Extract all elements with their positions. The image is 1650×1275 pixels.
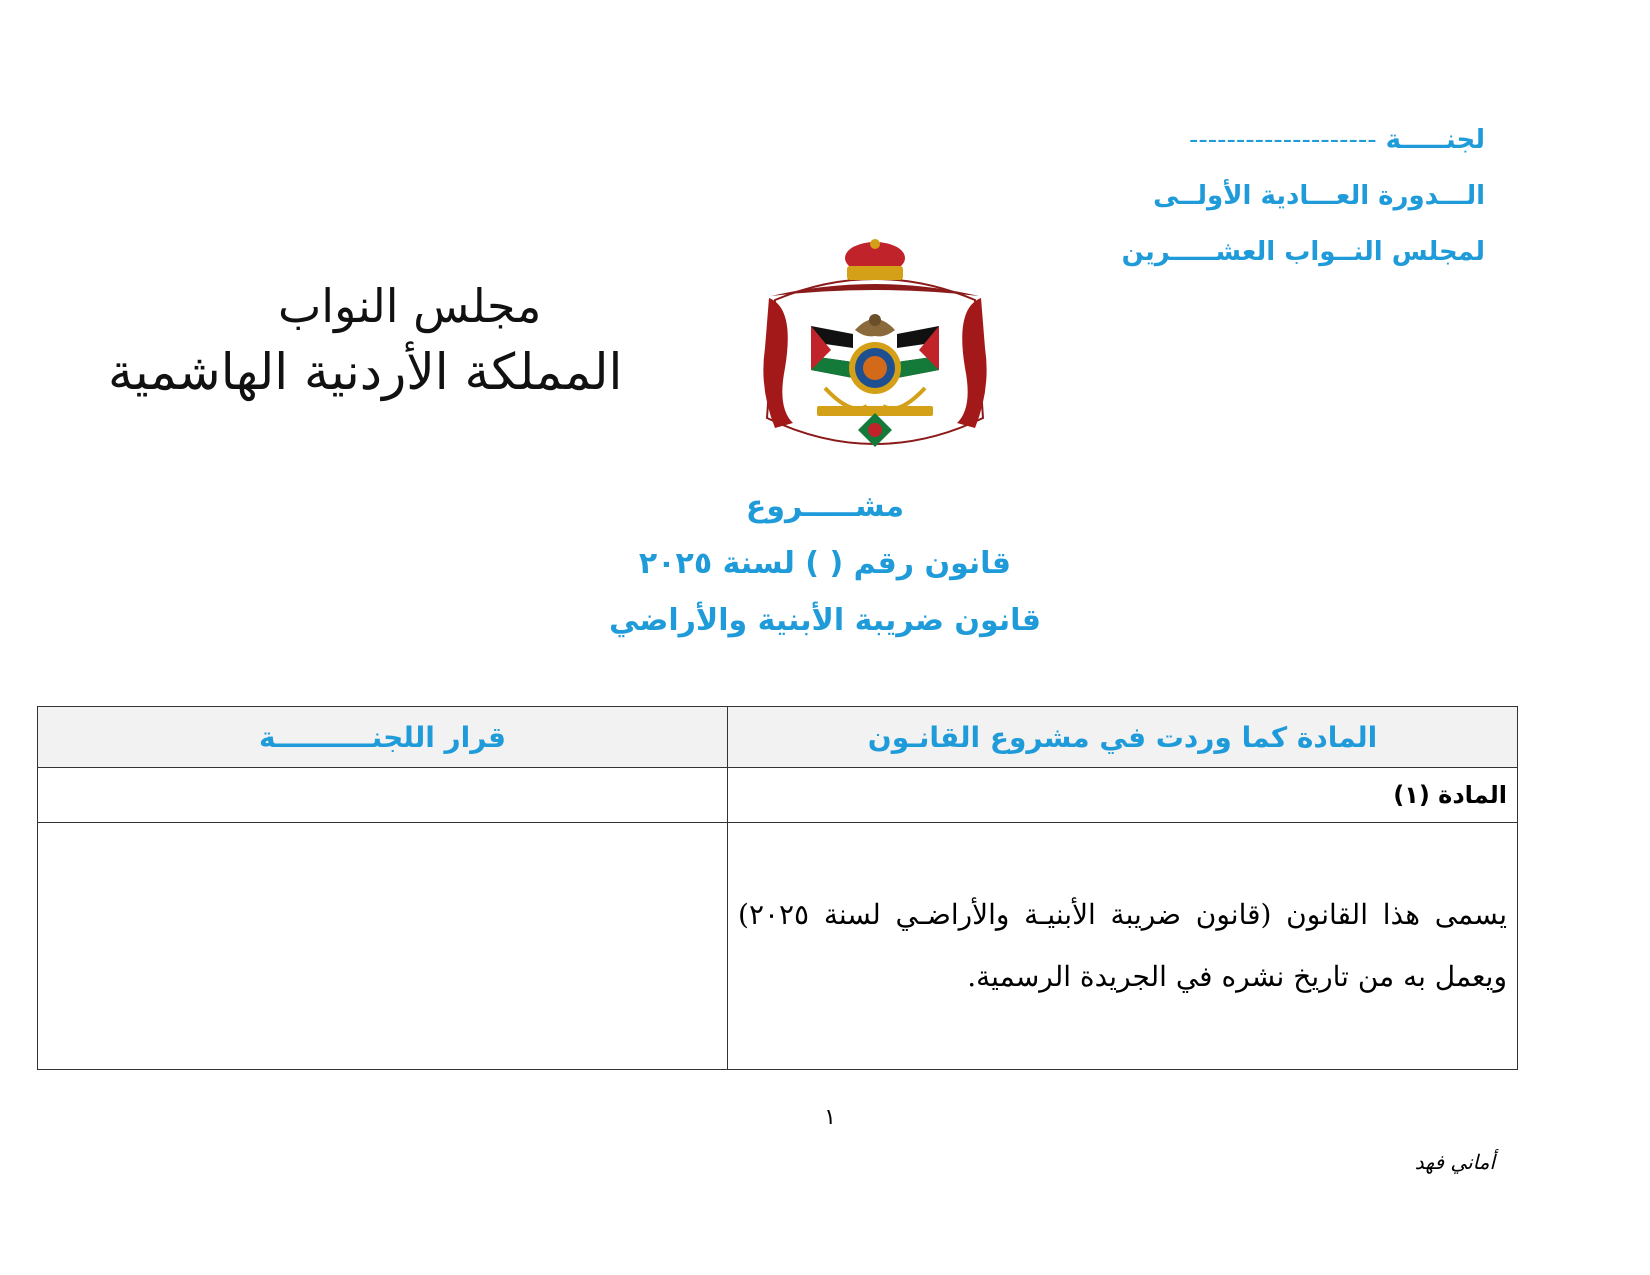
table-row [38, 823, 1518, 1070]
article-number-cell: المادة (١) [728, 768, 1518, 823]
committee-label: لجنـــــة [1385, 125, 1485, 155]
table-row [38, 768, 1518, 823]
logo-line-kingdom: المملكة الأردنية الهاشمية [108, 343, 623, 401]
articles-table [37, 706, 1518, 1070]
header-decision-column: قرار اللجنــــــــــة [38, 707, 728, 768]
parliament-calligraphy-logo [108, 275, 708, 407]
session-name: الـــدورة العـــادية الأولــى [1153, 181, 1485, 211]
council-name: لمجلس النــواب العشـــــرين [1121, 237, 1485, 267]
decision-text-cell [38, 823, 728, 1070]
law-name-title: قانون ضريبة الأبنية والأراضي [608, 603, 1041, 638]
committee-info [1065, 112, 1485, 280]
law-number-title: قانون رقم ( ) لسنة ٢٠٢٥ [638, 546, 1012, 581]
article-text-cell: يسمى هذا القانون (قانون ضريبة الأبنيـة والأراضـي لسنة ٢٠٢٥) ويعمل به من تاريخ نشره في الجريدة الرسمية. [728, 823, 1518, 1070]
decision-cell-empty [38, 768, 728, 823]
committee-line [1065, 112, 1485, 168]
committee-dashes: -------------------- [1188, 125, 1377, 155]
page-number: ١ [824, 1105, 836, 1130]
draft-title: مشـــــروع [745, 489, 905, 524]
table-header-row [38, 707, 1518, 768]
logo-line-house: مجلس النواب [278, 279, 542, 333]
coat-of-arms-emblem [755, 238, 995, 460]
law-titles [520, 478, 1130, 649]
header-article-column: المادة كما وردت في مشروع القانـون [728, 707, 1518, 768]
author-signature: أماني فهد [1414, 1150, 1495, 1174]
